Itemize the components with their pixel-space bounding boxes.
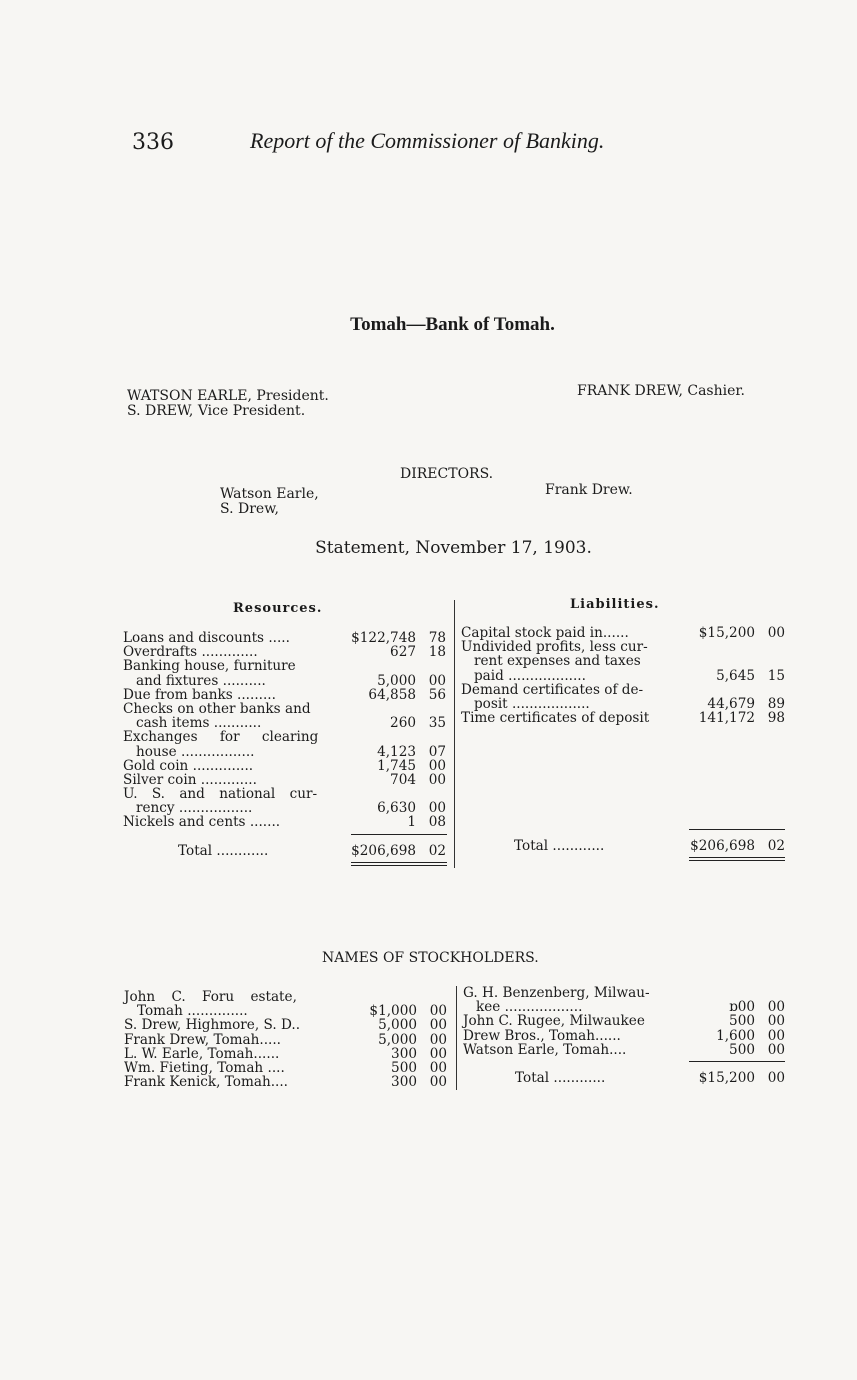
- table-row: [124, 1075, 447, 1089]
- row-cents: 00: [428, 771, 446, 788]
- row-dollars: 5,000: [378, 1017, 417, 1034]
- row-label: U. S. and national cur-: [123, 786, 318, 803]
- double-rule: [689, 860, 785, 861]
- table-row: [461, 669, 785, 683]
- row-label: Frank Kenick, Tomah....: [124, 1074, 289, 1091]
- resources-heading: Resources.: [233, 601, 323, 616]
- total-label: Total ............: [514, 838, 605, 854]
- row-dollars: 500: [729, 1013, 755, 1030]
- row-dollars: 500: [391, 1059, 417, 1076]
- row-label: Overdrafts .............: [123, 644, 258, 661]
- row-label: Demand certificates of de-: [461, 681, 644, 698]
- row-cents: 89: [767, 695, 785, 712]
- statement-title: Statement, November 17, 1903.: [315, 538, 592, 558]
- row-dollars: 5,000: [378, 1031, 417, 1048]
- liabilities-table: [461, 626, 785, 725]
- stockholders-right-table: [463, 986, 785, 1057]
- row-label: Exchanges for clearing: [123, 729, 319, 746]
- row-label: Due from banks .........: [123, 686, 276, 703]
- table-row: [123, 645, 446, 659]
- directors-heading: DIRECTORS.: [400, 466, 494, 482]
- page-number: 336: [132, 130, 174, 155]
- row-dollars: ɒ00: [729, 999, 755, 1016]
- double-rule: [351, 865, 447, 866]
- total-dollars: $206,698: [351, 843, 416, 859]
- row-dollars: 260: [390, 715, 416, 732]
- table-row: [123, 815, 446, 829]
- column-divider: [456, 986, 457, 1090]
- row-label: Silver coin .............: [123, 771, 257, 788]
- row-label: Drew Bros., Tomah......: [463, 1027, 621, 1044]
- row-cents: 00: [767, 1013, 785, 1030]
- row-cents: 00: [428, 672, 446, 689]
- row-dollars: $1,000: [369, 1003, 417, 1020]
- table-row: [463, 986, 785, 1000]
- table-row: [123, 631, 446, 645]
- row-cents: 00: [429, 1031, 447, 1048]
- table-row: [461, 640, 785, 654]
- row-label: Gold coin ..............: [123, 757, 254, 774]
- table-row: [123, 773, 446, 787]
- director-name: Frank Drew.: [545, 482, 633, 498]
- row-dollars: 5,000: [377, 672, 416, 689]
- table-row: [461, 683, 785, 697]
- double-rule: [689, 857, 785, 858]
- total-cents: 02: [428, 843, 446, 859]
- total-row: [123, 844, 446, 858]
- row-cents: 00: [767, 1027, 785, 1044]
- row-label: Time certificates of deposit: [461, 710, 650, 727]
- sum-rule: [689, 829, 785, 830]
- row-dollars: 704: [390, 771, 416, 788]
- table-row: [123, 801, 446, 815]
- row-cents: 00: [428, 800, 446, 817]
- row-label: and fixtures ..........: [123, 672, 266, 689]
- double-rule: [351, 862, 447, 863]
- total-row: [461, 839, 785, 853]
- row-dollars: 5,645: [716, 667, 755, 684]
- stockholders-heading: NAMES OF STOCKHOLDERS.: [322, 950, 539, 966]
- row-dollars: 4,123: [377, 743, 416, 760]
- table-row: [463, 1043, 785, 1057]
- total-cents: 00: [767, 1070, 785, 1086]
- row-label: Undivided profits, less cur-: [461, 639, 648, 656]
- table-row: [124, 1047, 447, 1061]
- row-cents: 98: [767, 710, 785, 727]
- row-label: Frank Drew, Tomah.....: [124, 1031, 282, 1048]
- total-label: Total ............: [515, 1070, 606, 1086]
- bank-title: Tomah—Bank of Tomah.: [350, 314, 555, 335]
- row-label: kee ..................: [463, 999, 583, 1016]
- total-cents: 02: [767, 838, 785, 854]
- column-divider: [454, 600, 455, 868]
- table-row: [123, 759, 446, 773]
- table-row: [463, 1000, 785, 1014]
- total-label: Total ............: [178, 843, 269, 859]
- row-dollars: 64,858: [368, 686, 416, 703]
- table-row: [124, 990, 447, 1004]
- table-row: [124, 1004, 447, 1018]
- table-row: [463, 1029, 785, 1043]
- row-label: John C. Rugee, Milwaukee: [463, 1013, 645, 1030]
- row-cents: 00: [428, 757, 446, 774]
- row-dollars: 300: [391, 1045, 417, 1062]
- total-dollars: $206,698: [690, 838, 755, 854]
- row-label: Wm. Fieting, Tomah ....: [124, 1059, 285, 1076]
- row-label: Loans and discounts .....: [123, 630, 290, 646]
- row-cents: 00: [429, 1074, 447, 1091]
- table-row: [124, 1061, 447, 1075]
- row-cents: 78: [428, 630, 446, 646]
- row-dollars: 300: [391, 1074, 417, 1091]
- row-label: rency .................: [123, 800, 253, 817]
- row-dollars: 1: [407, 814, 416, 831]
- stockholders-total: [463, 1071, 785, 1085]
- row-cents: 00: [429, 1045, 447, 1062]
- row-label: cash items ...........: [123, 715, 262, 732]
- row-dollars: 1,745: [377, 757, 416, 774]
- table-row: [124, 1018, 447, 1032]
- row-label: John C. Foru estate,: [124, 989, 297, 1005]
- row-label: Banking house, furniture: [123, 658, 296, 675]
- row-label: rent expenses and taxes: [461, 653, 641, 670]
- row-dollars: 6,630: [377, 800, 416, 817]
- row-cents: 08: [428, 814, 446, 831]
- row-label: Nickels and cents .......: [123, 814, 281, 831]
- table-row: [123, 730, 446, 744]
- table-row: [461, 711, 785, 725]
- sum-rule: [689, 1061, 785, 1062]
- table-row: [461, 626, 785, 640]
- row-cents: 00: [429, 1017, 447, 1034]
- row-label: house .................: [123, 743, 255, 760]
- table-row: [123, 674, 446, 688]
- row-dollars: 141,172: [698, 710, 755, 727]
- row-dollars: 627: [390, 644, 416, 661]
- row-label: posit ..................: [461, 695, 590, 712]
- row-cents: 35: [428, 715, 446, 732]
- stockholders-left-table: [124, 990, 447, 1089]
- row-cents: 00: [767, 999, 785, 1016]
- table-row: [461, 697, 785, 711]
- table-row: [123, 716, 446, 730]
- table-row: [123, 702, 446, 716]
- officer-vice-president: S. DREW, Vice President.: [127, 403, 306, 419]
- row-label: paid ..................: [461, 667, 586, 684]
- total-row: [463, 1071, 785, 1085]
- row-label: Checks on other banks and: [123, 700, 311, 717]
- resources-total: [123, 844, 446, 858]
- liabilities-total: [461, 839, 785, 853]
- resources-table: [123, 631, 446, 830]
- row-dollars: $15,200: [698, 625, 755, 641]
- officer-president: WATSON EARLE, President.: [127, 388, 329, 404]
- row-label: L. W. Earle, Tomah......: [124, 1045, 280, 1062]
- running-title: Report of the Commissioner of Banking.: [250, 128, 605, 153]
- liabilities-heading: Liabilities.: [570, 597, 660, 612]
- row-cents: 07: [428, 743, 446, 760]
- table-row: [463, 1014, 785, 1028]
- table-row: [123, 659, 446, 673]
- row-label: G. H. Benzenberg, Milwau-: [463, 985, 650, 1001]
- row-dollars: $122,748: [351, 630, 416, 646]
- row-label: Capital stock paid in......: [461, 625, 629, 641]
- table-row: [123, 745, 446, 759]
- director-name: Watson Earle,: [220, 486, 319, 502]
- row-label: Tomah ..............: [124, 1003, 248, 1020]
- officer-cashier: FRANK DREW, Cashier.: [577, 383, 745, 399]
- row-dollars: 500: [729, 1041, 755, 1058]
- row-cents: 00: [429, 1003, 447, 1020]
- row-dollars: 44,679: [707, 695, 755, 712]
- row-label: S. Drew, Highmore, S. D..: [124, 1017, 301, 1034]
- sum-rule: [351, 834, 447, 835]
- table-row: [124, 1033, 447, 1047]
- table-row: [123, 787, 446, 801]
- row-cents: 00: [767, 625, 785, 641]
- row-cents: 00: [767, 1041, 785, 1058]
- row-cents: 56: [428, 686, 446, 703]
- row-label: Watson Earle, Tomah....: [463, 1041, 627, 1058]
- table-row: [461, 654, 785, 668]
- table-row: [123, 688, 446, 702]
- row-cents: 00: [429, 1059, 447, 1076]
- total-dollars: $15,200: [698, 1070, 755, 1086]
- row-cents: 15: [767, 667, 785, 684]
- row-dollars: 1,600: [716, 1027, 755, 1044]
- director-name: S. Drew,: [220, 501, 279, 517]
- row-cents: 18: [428, 644, 446, 661]
